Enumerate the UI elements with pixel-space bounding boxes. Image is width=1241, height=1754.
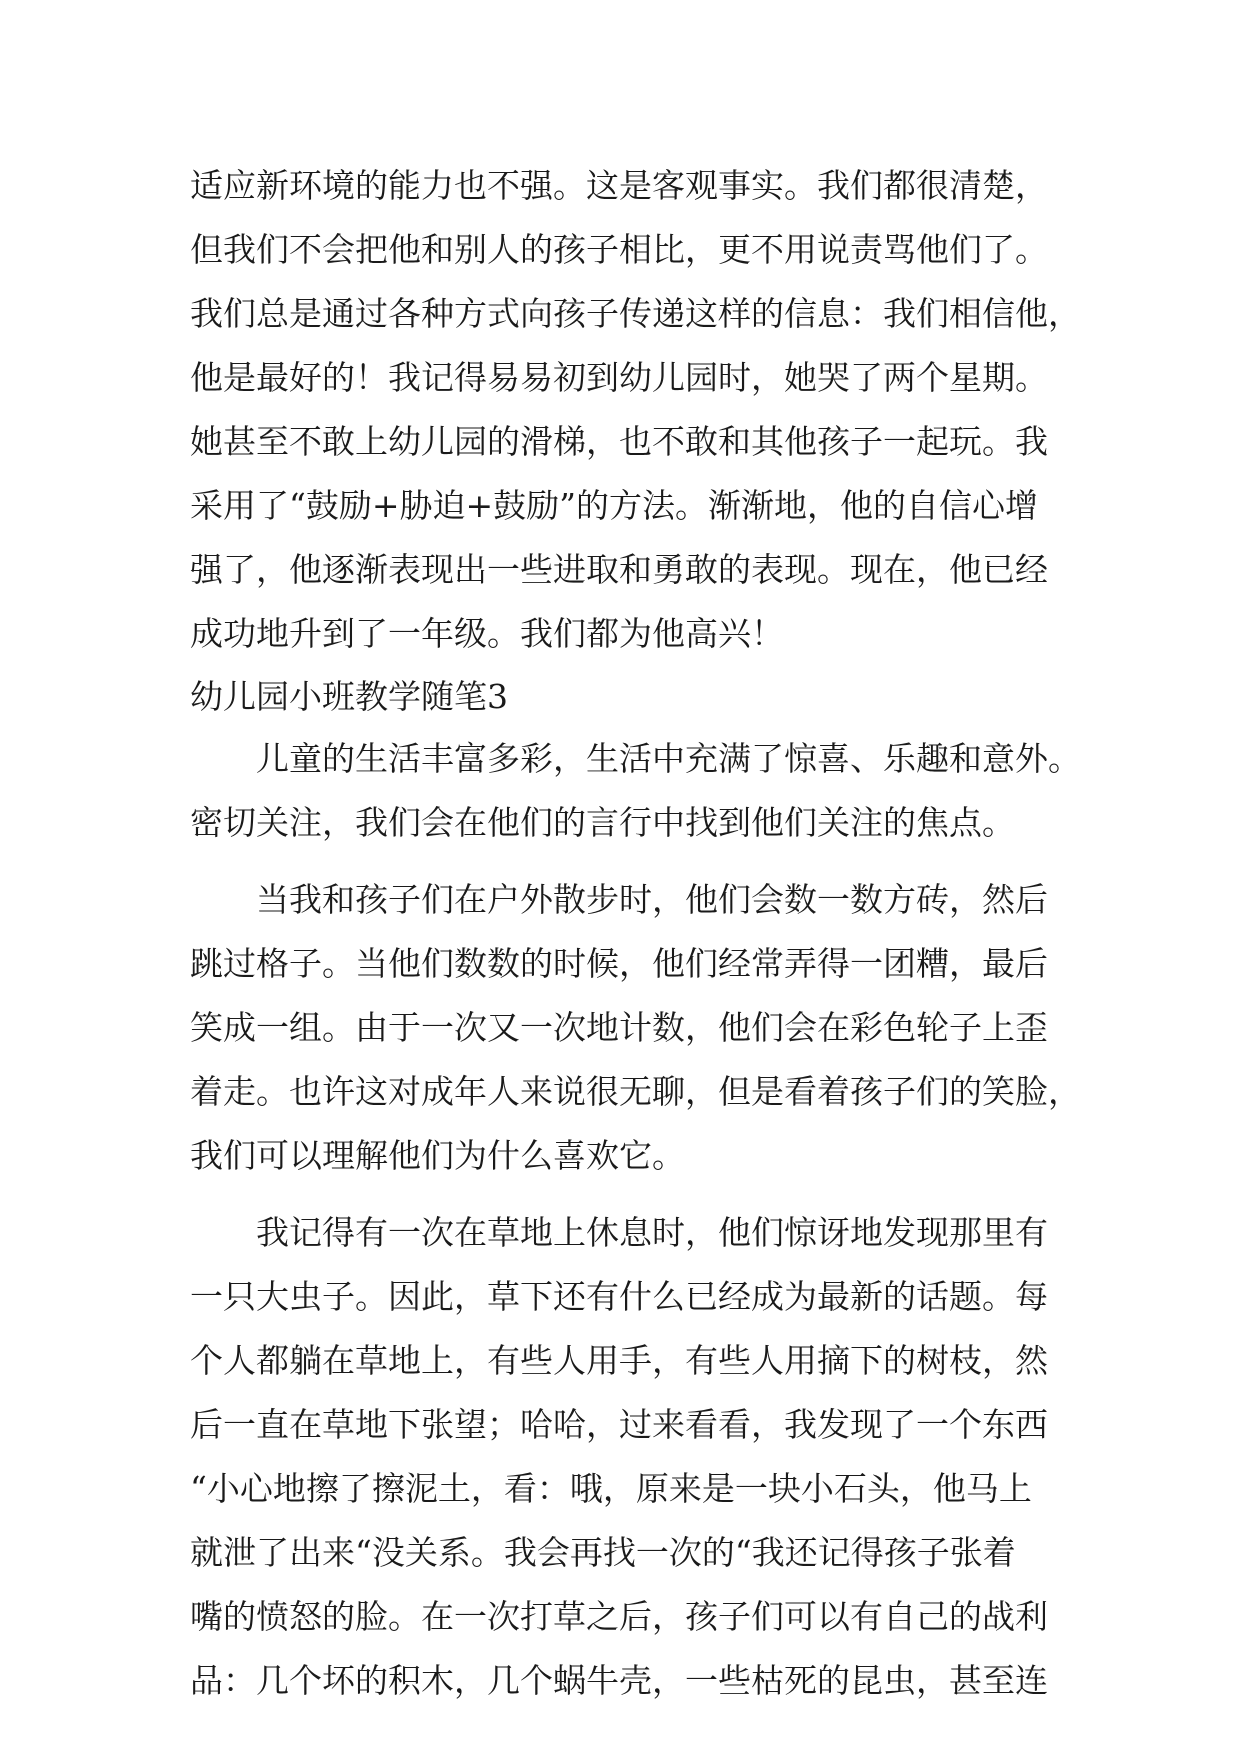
paragraph-line: 跳过格子。当他们数数的时候，他们经常弄得一团糟，最后: [190, 944, 1048, 983]
section-heading: 幼儿园小班教学随笔3: [190, 677, 508, 716]
paragraph-line: 个人都躺在草地上，有些人用手，有些人用摘下的树枝，然: [190, 1341, 1048, 1380]
paragraph-line: 她甚至不敢上幼儿园的滑梯，也不敢和其他孩子一起玩。我: [190, 422, 1048, 461]
paragraph-line: 密切关注，我们会在他们的言行中找到他们关注的焦点。: [190, 803, 1015, 842]
paragraph-line: 品：几个坏的积木，几个蜗牛壳，一些枯死的昆虫，甚至连: [190, 1661, 1048, 1700]
paragraph-line: 一只大虫子。因此，草下还有什么已经成为最新的话题。每: [190, 1277, 1048, 1316]
paragraph-line: 他是最好的！我记得易易初到幼儿园时，她哭了两个星期。: [190, 358, 1048, 397]
paragraph-line: 儿童的生活丰富多彩，生活中充满了惊喜、乐趣和意外。: [256, 739, 1081, 778]
paragraph-line: “小心地擦了擦泥土，看：哦，原来是一块小石头，他马上: [190, 1469, 1032, 1508]
paragraph-line: 后一直在草地下张望；哈哈，过来看看，我发现了一个东西: [190, 1405, 1048, 1444]
paragraph-line: 着走。也许这对成年人来说很无聊，但是看着孩子们的笑脸，: [190, 1072, 1081, 1111]
paragraph-line: 就泄了出来“没关系。我会再找一次的“我还记得孩子张着: [190, 1533, 1016, 1572]
paragraph-line: 嘴的愤怒的脸。在一次打草之后，孩子们可以有自己的战利: [190, 1597, 1048, 1636]
paragraph-line: 采用了“鼓励+胁迫+鼓励”的方法。渐渐地，他的自信心增: [190, 486, 1039, 525]
paragraph-line: 成功地升到了一年级。我们都为他高兴！: [190, 614, 784, 653]
paragraph-line: 适应新环境的能力也不强。这是客观事实。我们都很清楚，: [190, 166, 1048, 205]
paragraph-line: 我记得有一次在草地上休息时，他们惊讶地发现那里有: [256, 1213, 1048, 1252]
paragraph-line: 强了，他逐渐表现出一些进取和勇敢的表现。现在，他已经: [190, 550, 1048, 589]
paragraph-line: 我们可以理解他们为什么喜欢它。: [190, 1136, 685, 1175]
paragraph-line: 当我和孩子们在户外散步时，他们会数一数方砖，然后: [256, 880, 1048, 919]
paragraph-line: 我们总是通过各种方式向孩子传递这样的信息：我们相信他，: [190, 294, 1081, 333]
paragraph-line: 但我们不会把他和别人的孩子相比，更不用说责骂他们了。: [190, 230, 1048, 269]
paragraph-line: 笑成一组。由于一次又一次地计数，他们会在彩色轮子上歪: [190, 1008, 1048, 1047]
